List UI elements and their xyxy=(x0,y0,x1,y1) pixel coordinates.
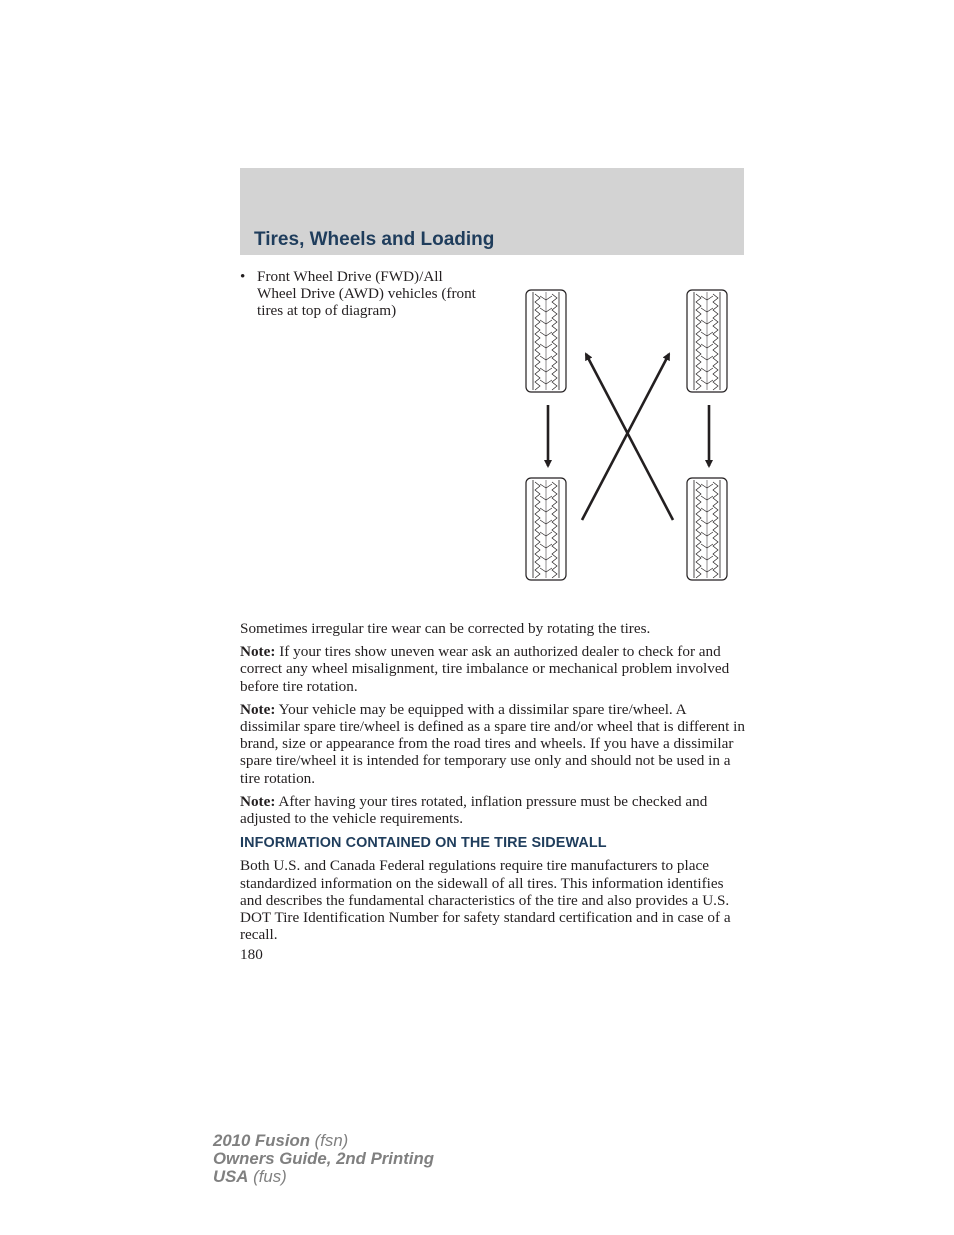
bullet-marker: • xyxy=(240,268,246,285)
footer-line-3 xyxy=(213,1168,434,1186)
arrow-rear-left-to-front-right xyxy=(582,354,669,520)
note-paragraph-1 xyxy=(240,643,746,695)
section-header-band xyxy=(240,168,744,255)
arrow-rear-right-to-front-left xyxy=(586,354,673,520)
footer-line-1 xyxy=(213,1132,434,1150)
sidewall-paragraph: Both U.S. and Canada Federal regulations require tire manufacturers to place standardized information on the sidewall of all tires. This information identifies and describes the fundamental characteristics of the tire and also provides a U.S. DOT Tire Identification Number for safety standard certification and in case of a recall. xyxy=(240,857,731,944)
bullet-item xyxy=(240,268,480,320)
page-number: 180 xyxy=(240,946,263,964)
note-paragraph-3 xyxy=(240,793,746,827)
intro-paragraph: Sometimes irregular tire wear can be corrected by rotating the tires. xyxy=(240,620,651,637)
note-label: Note: xyxy=(240,643,276,661)
note-paragraph-2 xyxy=(240,701,746,787)
sidewall-subheading: INFORMATION CONTAINED ON THE TIRE SIDEWALL xyxy=(240,835,607,852)
tire-front-right-icon xyxy=(687,290,727,392)
footer-guide: Owners Guide, 2nd Printing xyxy=(213,1149,434,1168)
body-text xyxy=(240,620,746,964)
footer-model: 2010 Fusion xyxy=(213,1131,310,1150)
document-footer xyxy=(213,1132,434,1186)
note-text-2: Your vehicle may be equipped with a dissimilar spare tire/wheel. A dissimilar spare tire/wheel is defined as a spare tire and/or wheel that is different in brand, size or appearance from the road tires and wheels. If you have a dissimilar spare tire/wheel it is intended for temporary use only and should not be used in a tire rotation. xyxy=(240,700,745,787)
note-label: Note: xyxy=(240,792,276,810)
tire-front-left-icon xyxy=(526,290,566,392)
section-title: Tires, Wheels and Loading xyxy=(254,229,495,250)
bullet-text: Front Wheel Drive (FWD)/All Wheel Drive (AWD) vehicles (front tires at top of diagram) xyxy=(257,268,476,320)
note-text-3: After having your tires rotated, inflation pressure must be checked and adjusted to the vehicle requirements. xyxy=(240,792,708,828)
note-text-1: If your tires show uneven wear ask an authorized dealer to check for and correct any wheel misalignment, tire imbalance or mechanical problem involved before tire rotation. xyxy=(240,643,730,695)
note-label: Note: xyxy=(240,700,276,718)
tire-rotation-diagram xyxy=(514,280,740,592)
footer-market-code: (fus) xyxy=(253,1167,287,1186)
tire-rear-left-icon xyxy=(526,478,566,580)
footer-model-code: (fsn) xyxy=(314,1131,349,1150)
footer-line-2 xyxy=(213,1150,434,1168)
tire-rear-right-icon xyxy=(687,478,727,580)
footer-market: USA xyxy=(213,1167,249,1186)
